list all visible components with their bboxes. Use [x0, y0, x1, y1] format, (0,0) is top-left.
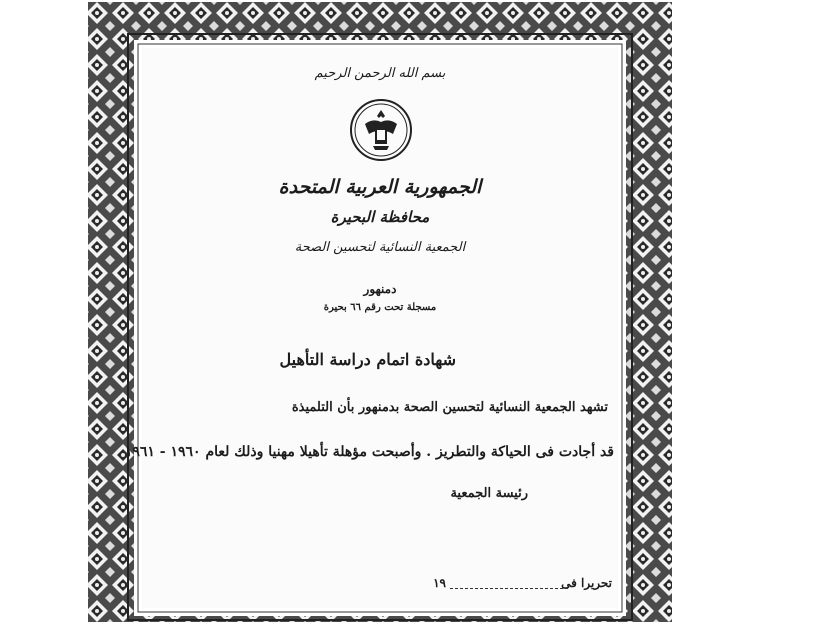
- date-blank-line: [450, 588, 568, 589]
- certificate-body: [124, 48, 618, 608]
- city-name: دمنهور: [363, 282, 397, 296]
- date-label: تحريرا فى: [561, 576, 612, 590]
- signature-label: رئيسة الجمعية: [450, 486, 528, 501]
- date-footer: [412, 576, 612, 596]
- qualification-line: قد أجادت فى الحياكة والتطريز . وأصبحت مؤهلة تأهيلا مهنيا وذلك لعام ١٩٦٠ - ١٩٦١: [124, 444, 614, 460]
- certificate-title: شهادة اتمام دراسة التأهيل: [279, 350, 456, 369]
- registration-number: مسجلة تحت رقم ٦٦ بحيرة: [323, 302, 437, 313]
- basmala: بسم الله الرحمن الرحيم: [314, 66, 446, 81]
- year-prefix: ١٩: [433, 576, 446, 590]
- eagle-emblem-icon: [349, 98, 413, 162]
- republic-name: الجمهورية العربية المتحدة: [278, 176, 482, 198]
- certificate: [84, 0, 676, 624]
- governorate-name: محافظة البحيرة: [330, 208, 430, 226]
- society-name: الجمعية النسائية لتحسين الصحة: [294, 240, 466, 255]
- attestation-line: تشهد الجمعية النسائية لتحسين الصحة بدمنهور بأن التلميذة: [291, 400, 608, 415]
